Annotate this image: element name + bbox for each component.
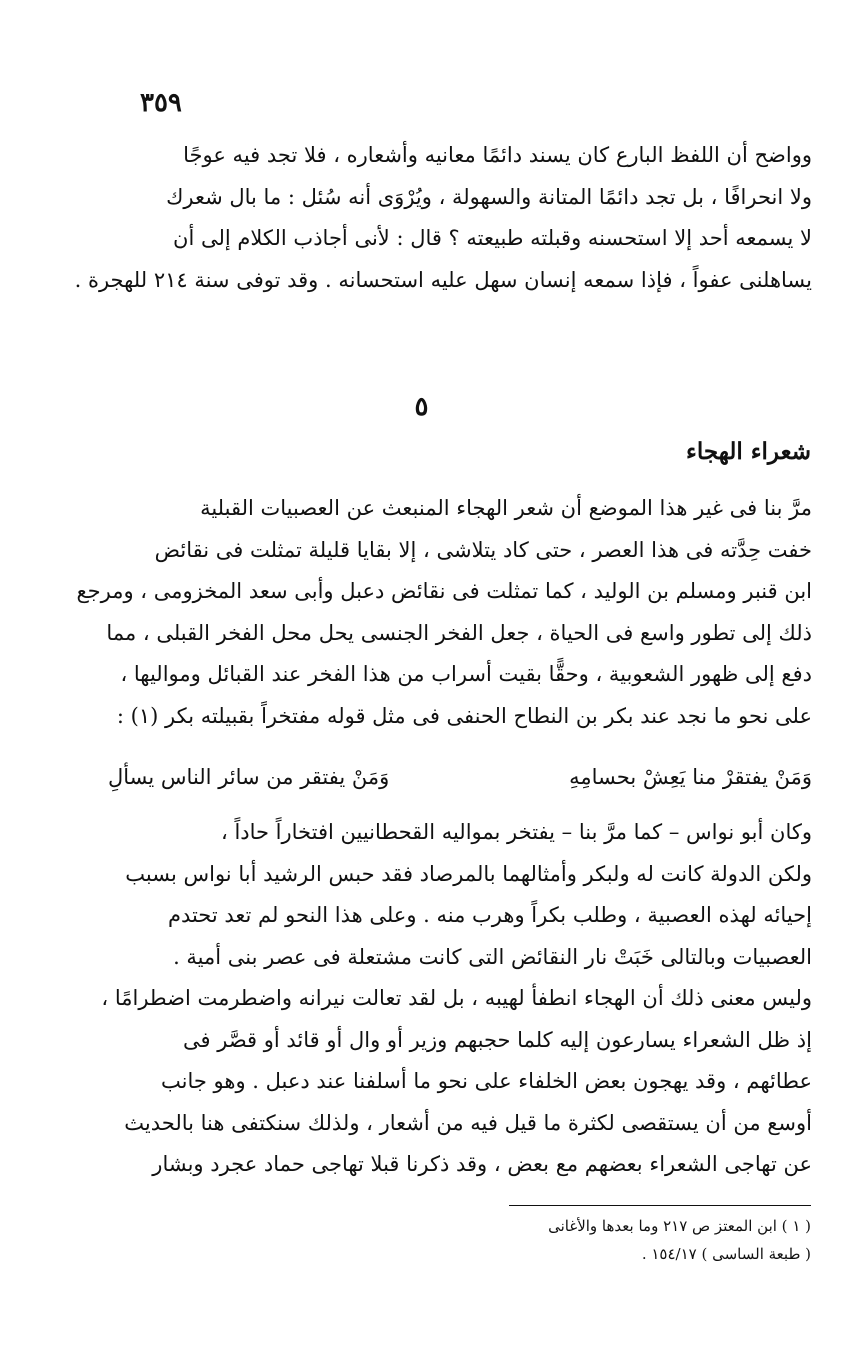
text-line: مرَّ بنا فى غير هذا الموضع أن شعر الهجاء المنبعث عن العصبيات القبلية (200, 496, 812, 520)
text-line: ذلك إلى تطور واسع فى الحياة ، جعل الفخر الجنسى يحل محل الفخر القبلى ، مما (106, 620, 812, 645)
footnote-line: ( طبعة الساسى ) ١٥٤/١٧ . (641, 1245, 811, 1263)
text-line: أوسع من أن يستقصى لكثرة ما قيل فيه من أشعار ، ولذلك سنكتفى هنا بالحديث (124, 1110, 812, 1135)
text-line: عطائهم ، وقد يهجون بعض الخلفاء على نحو ما أسلفنا عند دعبل . وهو جانب (161, 1069, 812, 1093)
text-line: لا يسمعه أحد إلا استحسنه وقبلته طبيعته ؟ قال : لأنى أجاذب الكلام إلى أن (173, 226, 812, 250)
text-line: العصبيات وبالتالى خَبَتْ نار النقائض التى كانت مشتعلة فى عصر بنى أمية . (173, 944, 812, 969)
paragraph-2 (76, 488, 812, 737)
text-line: ولكن الدولة كانت له ولبكر وأمثالهما بالمرصاد فقد حبس الرشيد أبا نواس بسبب (125, 861, 812, 886)
text-line: على نحو ما نجد عند بكر بن النطاح الحنفى فى مثل قوله مفتخراً بقبيلته بكر (١) : (116, 703, 812, 728)
page-number: ٣٥٩ (140, 88, 182, 118)
text-line: وكان أبو نواس – كما مرَّ بنا – يفتخر بمواليه القحطانيين افتخاراً حاداً ، (220, 820, 812, 844)
paragraph-3 (101, 812, 812, 1186)
section-title: شعراء الهجاء (686, 438, 811, 465)
section-number: ٥ (414, 392, 429, 422)
text-line: ابن قنبر ومسلم بن الوليد ، كما تمثلت فى نقائض دعبل وأبى سعد المخزومى ، ومرجع (76, 579, 812, 603)
text-line: إذ ظل الشعراء يسارعون إليه كلما حجبهم وزير أو وال أو قائد أو قصَّر فى (183, 1027, 812, 1052)
intro-paragraph (74, 135, 812, 301)
footnotes (331, 1212, 811, 1268)
text-line: عن تهاجى الشعراء بعضهم مع بعض ، وقد ذكرنا قبلا تهاجى حماد عجرد وبشار (152, 1152, 812, 1176)
text-line: إحيائه لهذه العصبية ، وطلب بكراً وهرب منه . وعلى هذا النحو لم تعد تحتدم (167, 903, 812, 927)
text-line: خفت حِدَّته فى هذا العصر ، حتى كاد يتلاشى ، إلا بقايا قليلة تمثلت فى نقائض (154, 537, 812, 562)
poetry-verse (108, 765, 812, 809)
footnote-line: ( ١ ) ابن المعتز ص ٢١٧ وما بعدها والأغانى (548, 1217, 811, 1235)
text-line: دفع إلى ظهور الشعوبية ، وحقًّا بقيت أسراب من هذا الفخر عند القبائل ومواليها ، (120, 662, 812, 686)
text-line: ولا انحرافًا ، بل تجد دائمًا المتانة والسهولة ، ويُرْوَى أنه سُئل : ما بال شعرك (166, 184, 812, 209)
verse-second-hemistich: وَمَنْ يفتقر من سائر الناس يسألِ (108, 765, 390, 789)
text-line: وواضح أن اللفظ البارع كان يسند دائمًا معانيه وأشعاره ، فلا تجد فيه عوجًا (183, 143, 812, 167)
footnote-divider (509, 1205, 811, 1206)
text-line: وليس معنى ذلك أن الهجاء انطفأ لهيبه ، بل لقد تعالت نيرانه واضطرمت اضطرامًا ، (101, 986, 812, 1010)
verse-first-hemistich: وَمَنْ يفتقرْ منا يَعِشْ بحسامِهِ (569, 765, 812, 789)
text-line: يساهلنى عفواً ، فإذا سمعه إنسان سهل عليه استحسانه . وقد توفى سنة ٢١٤ للهجرة . (74, 267, 812, 292)
